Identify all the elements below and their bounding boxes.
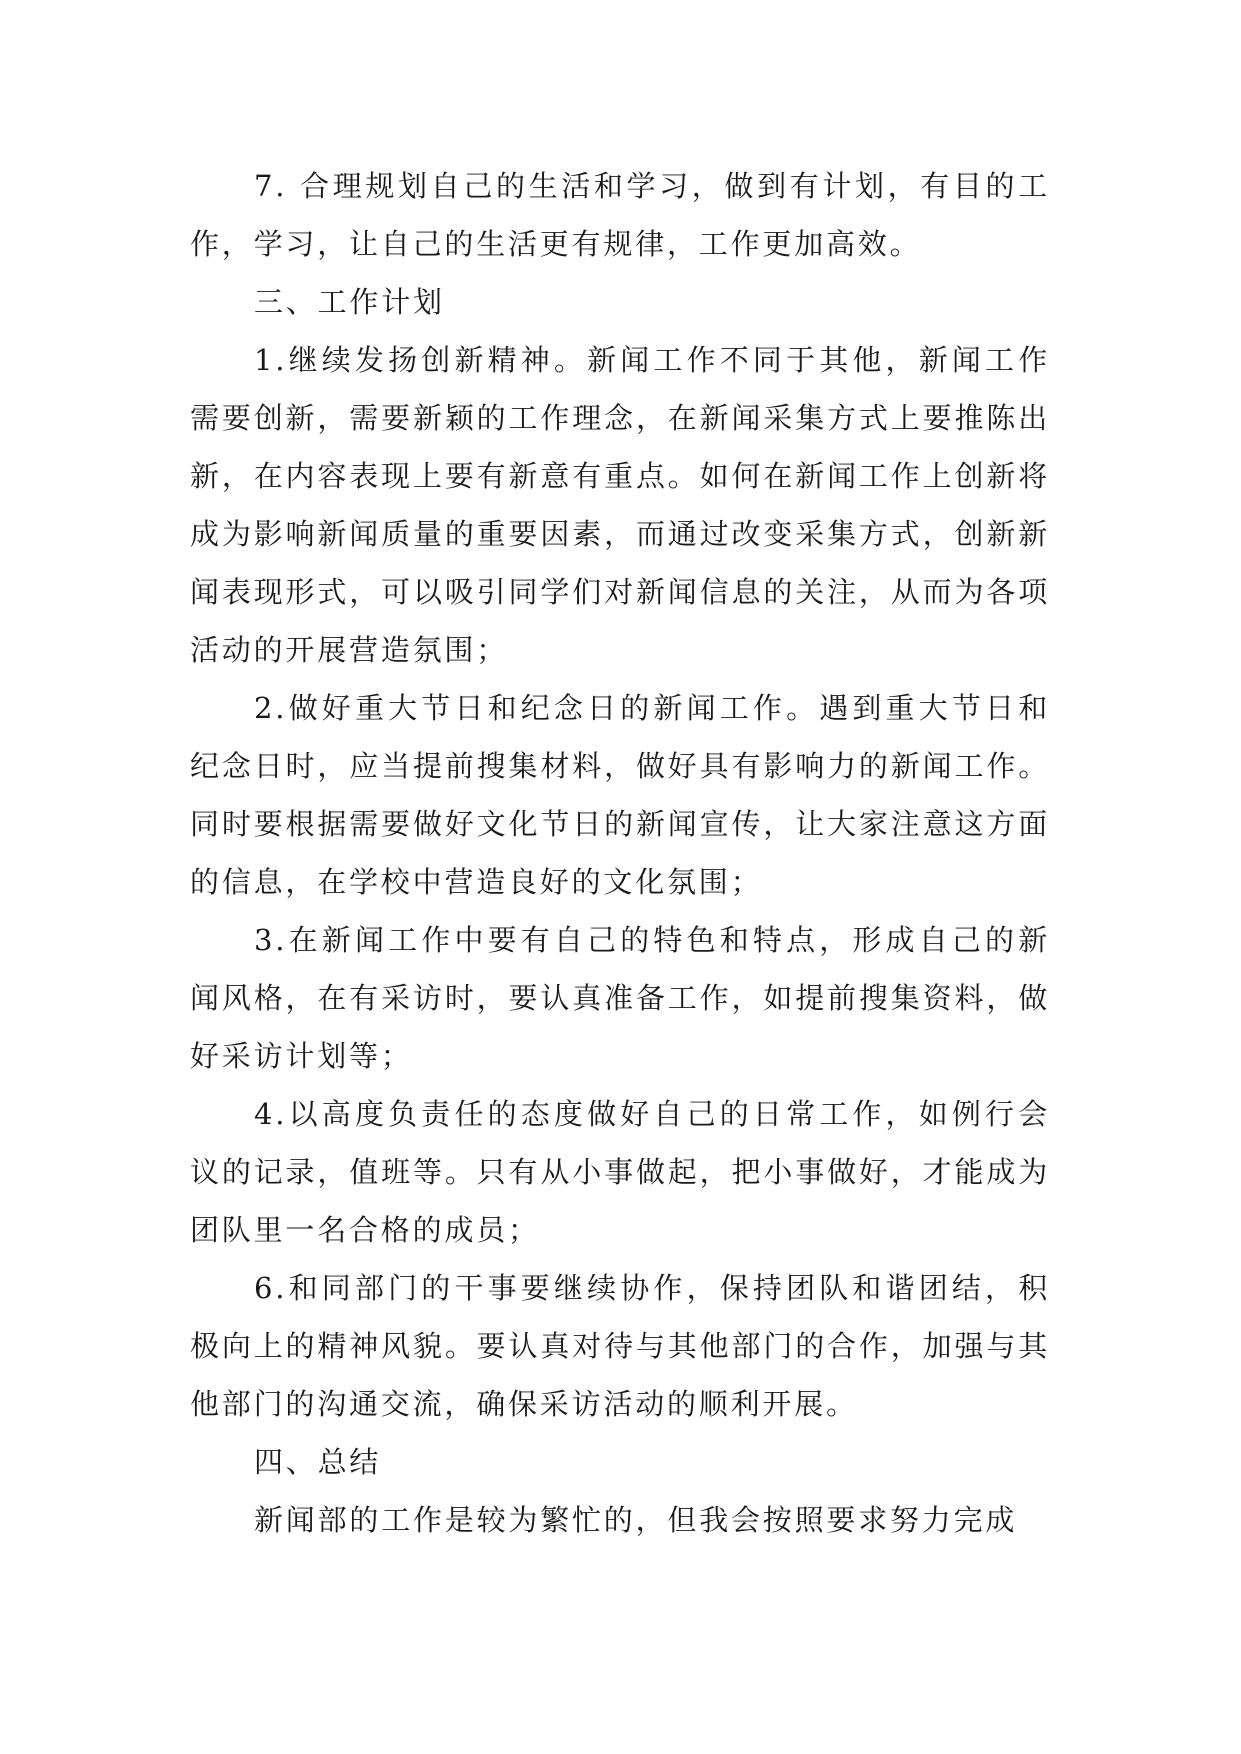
document-body	[190, 157, 1050, 1549]
paragraph-item-7: 7. 合理规划自己的生活和学习，做到有计划，有目的工作，学习，让自己的生活更有规律，工作更加高效。	[190, 169, 1050, 261]
plan-item-2: 2.做好重大节日和纪念日的新闻工作。遇到重大节日和纪念日时，应当提前搜集材料，做好具有影响力的新闻工作。同时要根据需要做好文化节日的新闻宣传，让大家注意这方面的信息，在学校中营造良好的文化氛围；	[190, 691, 1050, 899]
plan-item-3: 3.在新闻工作中要有自己的特色和特点，形成自己的新闻风格，在有采访时，要认真准备工作，如提前搜集资料，做好采访计划等；	[190, 923, 1050, 1073]
section-heading-summary: 四、总结	[254, 1445, 382, 1479]
section-heading-work-plan: 三、工作计划	[254, 285, 445, 319]
plan-item-6: 6.和同部门的干事要继续协作，保持团队和谐团结，积极向上的精神风貌。要认真对待与其他部门的合作，加强与其他部门的沟通交流，确保采访活动的顺利开展。	[190, 1271, 1050, 1421]
plan-item-4: 4.以高度负责任的态度做好自己的日常工作，如例行会议的记录，值班等。只有从小事做起，把小事做好，才能成为团队里一名合格的成员；	[190, 1097, 1050, 1247]
plan-item-1: 1.继续发扬创新精神。新闻工作不同于其他，新闻工作需要创新，需要新颖的工作理念，在新闻采集方式上要推陈出新，在内容表现上要有新意有重点。如何在新闻工作上创新将成为影响新闻质量的重要因素，而通过改变采集方式，创新新闻表现形式，可以吸引同学们对新闻信息的关注，从而为各项活动的开展营造氛围；	[190, 343, 1050, 667]
summary-paragraph: 新闻部的工作是较为繁忙的，但我会按照要求努力完成	[254, 1503, 1018, 1537]
